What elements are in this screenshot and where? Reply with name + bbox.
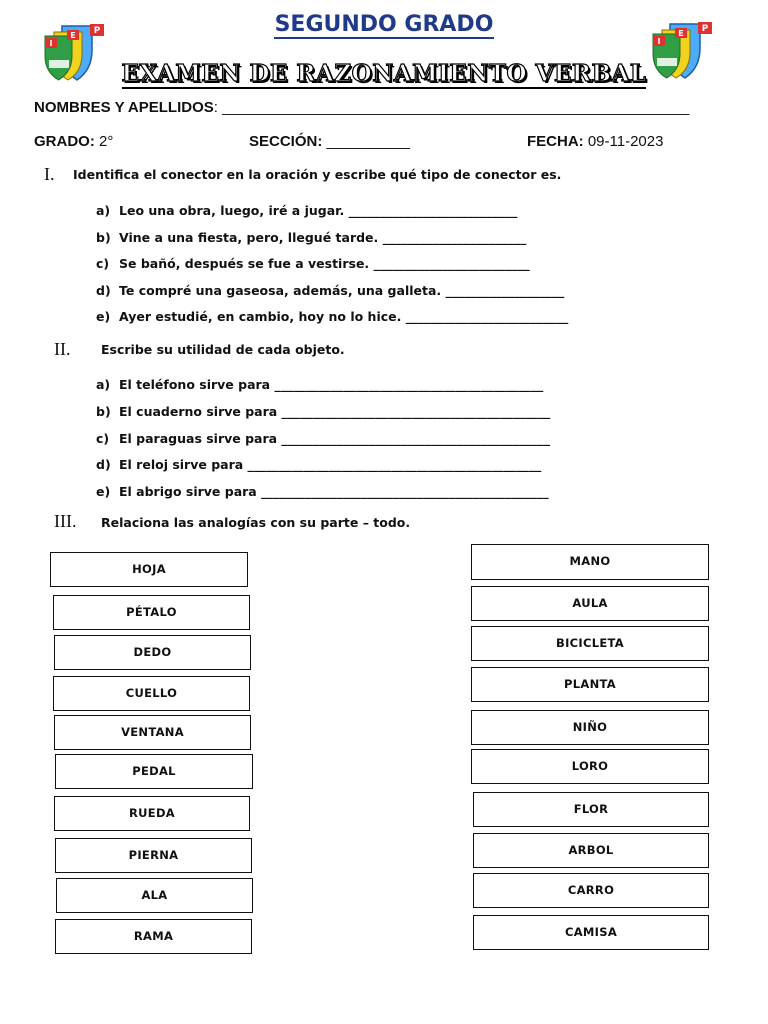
analogy-right-box[interactable]: MANO: [471, 544, 709, 580]
question-item[interactable]: [96, 203, 517, 218]
question-item[interactable]: [96, 431, 550, 446]
analogy-right-box[interactable]: AULA: [471, 586, 709, 621]
item-text: Te compré una gaseosa, además, una galleta. ___________________: [119, 283, 565, 298]
exam-title-text: EXAMEN DE RAZONAMIENTO VERBAL: [121, 60, 647, 87]
section-3-instruction: Relaciona las analogías con su parte – todo.: [101, 515, 411, 530]
analogy-right-box[interactable]: LORO: [471, 749, 709, 784]
question-item[interactable]: [96, 283, 564, 298]
item-letter: a): [96, 203, 111, 218]
item-letter: d): [96, 457, 111, 472]
date-value: 09-11-2023: [583, 133, 664, 150]
date-label: FECHA:: [527, 133, 584, 150]
exam-title: [0, 60, 768, 87]
analogy-right-box[interactable]: PLANTA: [471, 667, 709, 702]
section-2-numeral: II.: [54, 339, 71, 359]
item-text: El teléfono sirve para ___________________________________________: [119, 377, 544, 392]
analogy-right-box[interactable]: NIÑO: [471, 710, 709, 745]
analogy-left-box[interactable]: PIERNA: [55, 838, 252, 873]
question-item[interactable]: [96, 484, 549, 499]
item-letter: d): [96, 283, 111, 298]
section-1-instruction: Identifica el conector en la oración y escribe qué tipo de conector es.: [73, 167, 562, 182]
item-text: Vine a una fiesta, pero, llegué tarde. _______________________: [119, 230, 527, 245]
analogy-left-box[interactable]: ALA: [56, 878, 253, 913]
item-text: Ayer estudié, en cambio, hoy no lo hice. __________________________: [119, 309, 569, 324]
item-text: El paraguas sirve para ___________________________________________: [119, 431, 551, 446]
names-line: : ________________________________________________________: [213, 99, 690, 116]
analogy-left-box[interactable]: VENTANA: [54, 715, 251, 750]
question-item[interactable]: [96, 404, 550, 419]
analogy-left-box[interactable]: CUELLO: [53, 676, 250, 711]
item-letter: c): [96, 256, 110, 271]
analogy-right-box[interactable]: ARBOL: [473, 833, 709, 868]
question-item[interactable]: [96, 377, 543, 392]
section-label: SECCIÓN:: [249, 133, 323, 150]
section-3-numeral: III.: [54, 511, 77, 531]
question-item[interactable]: [96, 256, 530, 271]
date-field: [527, 133, 663, 150]
section-field[interactable]: [249, 133, 410, 150]
logo-letter: P: [93, 26, 101, 36]
logo-letter: I: [49, 39, 53, 48]
analogy-left-box[interactable]: HOJA: [50, 552, 248, 587]
analogy-left-box[interactable]: RUEDA: [54, 796, 250, 831]
logo-letter: E: [70, 31, 76, 40]
analogy-right-box[interactable]: FLOR: [473, 792, 709, 827]
section-2-instruction: Escribe su utilidad de cada objeto.: [101, 342, 345, 357]
analogy-right-box[interactable]: BICICLETA: [471, 626, 709, 661]
grade-value: 2°: [94, 133, 114, 150]
names-field[interactable]: [34, 99, 689, 116]
item-letter: c): [96, 431, 110, 446]
item-text: Leo una obra, luego, iré a jugar. ___________________________: [119, 203, 518, 218]
item-text: El abrigo sirve para ______________________________________________: [119, 484, 549, 499]
item-text: El reloj sirve para _______________________________________________: [119, 457, 542, 472]
question-item[interactable]: [96, 457, 541, 472]
analogy-left-box[interactable]: PÉTALO: [53, 595, 250, 630]
item-letter: e): [96, 309, 111, 324]
item-text: Se bañó, después se fue a vestirse. _________________________: [119, 256, 530, 271]
analogy-right-box[interactable]: CAMISA: [473, 915, 709, 950]
grade-label: GRADO:: [34, 133, 95, 150]
analogy-right-box[interactable]: CARRO: [473, 873, 709, 908]
grade-field: [34, 133, 113, 150]
grade-banner: [0, 12, 768, 37]
logo-letter: I: [657, 37, 661, 46]
question-item[interactable]: [96, 309, 568, 324]
analogy-left-box[interactable]: DEDO: [54, 635, 251, 670]
analogy-left-box[interactable]: RAMA: [55, 919, 252, 954]
section-1-numeral: I.: [44, 164, 55, 184]
logo-letter: P: [701, 24, 709, 34]
item-letter: b): [96, 404, 111, 419]
grade-banner-text: SEGUNDO GRADO: [274, 12, 494, 37]
logo-letter: E: [678, 29, 684, 38]
analogy-left-box[interactable]: PEDAL: [55, 754, 253, 789]
question-item[interactable]: [96, 230, 526, 245]
section-line: __________: [322, 133, 410, 150]
item-letter: a): [96, 377, 111, 392]
item-letter: e): [96, 484, 111, 499]
item-letter: b): [96, 230, 111, 245]
item-text: El cuaderno sirve para ___________________________________________: [119, 404, 551, 419]
names-label: NOMBRES Y APELLIDOS: [34, 99, 214, 116]
